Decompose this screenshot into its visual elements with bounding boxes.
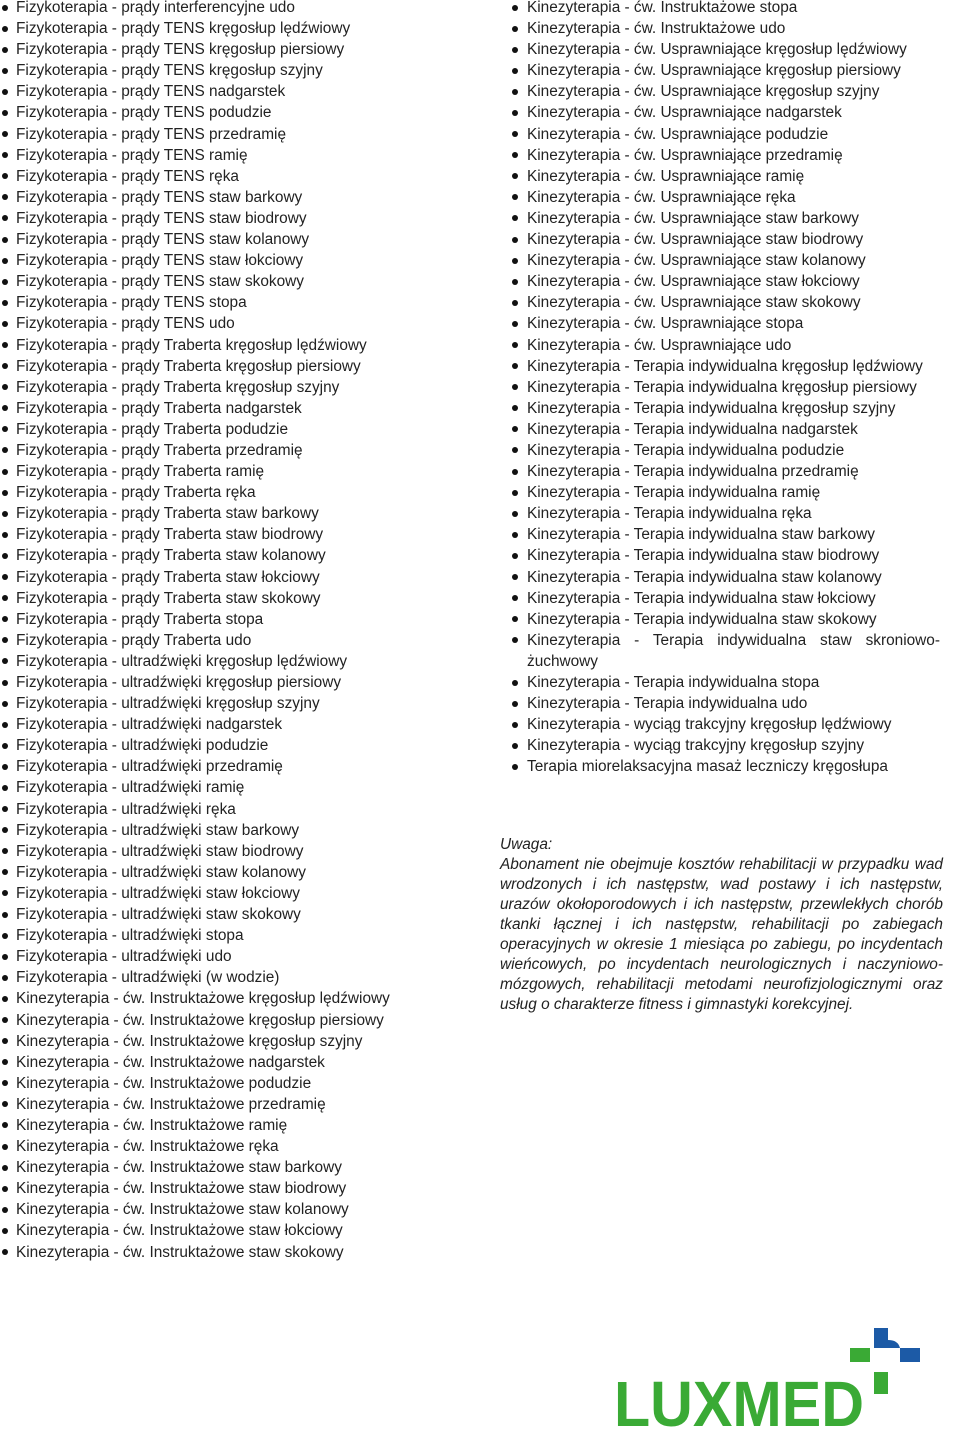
note-block — [500, 835, 943, 1015]
list-item: Kinezyterapia - ćw. Instruktażowe staw łokciowy — [0, 1220, 460, 1241]
list-item: Kinezyterapia - ćw. Usprawniające staw biodrowy — [500, 229, 940, 250]
list-item: Kinezyterapia - ćw. Usprawniające ramię — [500, 166, 940, 187]
list-item: Kinezyterapia - Terapia indywidualna stopa — [500, 672, 940, 693]
list-item: Fizykoterapia - ultradźwięki staw biodrowy — [0, 841, 460, 862]
list-item: Fizykoterapia - prądy TENS staw barkowy — [0, 187, 460, 208]
list-item: Kinezyterapia - ćw. Instruktażowe ręka — [0, 1136, 460, 1157]
list-item: Kinezyterapia - ćw. Instruktażowe staw barkowy — [0, 1157, 460, 1178]
list-item: Kinezyterapia - Terapia indywidualna staw skroniowo-żuchwowy — [500, 630, 940, 672]
list-item: Fizykoterapia - prądy TENS staw skokowy — [0, 271, 460, 292]
logo-text: LUXMED — [614, 1368, 864, 1432]
list-item: Fizykoterapia - ultradźwięki udo — [0, 946, 460, 967]
list-item: Kinezyterapia - Terapia indywidualna kręgosłup piersiowy — [500, 377, 940, 398]
list-item: Fizykoterapia - prądy Traberta stopa — [0, 609, 460, 630]
list-item: Fizykoterapia - prądy Traberta nadgarstek — [0, 398, 460, 419]
list-item: Fizykoterapia - prądy Traberta staw kolanowy — [0, 545, 460, 566]
list-item: Kinezyterapia - ćw. Usprawniające staw skokowy — [500, 292, 940, 313]
list-item: Kinezyterapia - wyciąg trakcyjny kręgosłup szyjny — [500, 735, 940, 756]
list-item: Fizykoterapia - prądy Traberta kręgosłup lędźwiowy — [0, 335, 460, 356]
list-item: Fizykoterapia - prądy Traberta kręgosłup szyjny — [0, 377, 460, 398]
list-item: Fizykoterapia - prądy Traberta kręgosłup piersiowy — [0, 356, 460, 377]
list-item: Kinezyterapia - Terapia indywidualna nadgarstek — [500, 419, 940, 440]
list-item: Kinezyterapia - ćw. Usprawniające ręka — [500, 187, 940, 208]
list-item: Fizykoterapia - ultradźwięki ręka — [0, 799, 460, 820]
list-item: Fizykoterapia - prądy interferencyjne udo — [0, 0, 460, 18]
list-item: Fizykoterapia - prądy TENS nadgarstek — [0, 81, 460, 102]
list-item: Fizykoterapia - prądy TENS ramię — [0, 145, 460, 166]
right-column-list — [500, 0, 940, 777]
list-item: Fizykoterapia - ultradźwięki nadgarstek — [0, 714, 460, 735]
list-item: Kinezyterapia - Terapia indywidualna staw łokciowy — [500, 588, 940, 609]
list-item: Fizykoterapia - ultradźwięki ramię — [0, 777, 460, 798]
list-item: Kinezyterapia - ćw. Instruktażowe przedramię — [0, 1094, 460, 1115]
list-item: Kinezyterapia - Terapia indywidualna staw kolanowy — [500, 567, 940, 588]
list-item: Fizykoterapia - prądy Traberta podudzie — [0, 419, 460, 440]
note-title: Uwaga: — [500, 836, 553, 853]
list-item: Kinezyterapia - ćw. Usprawniające podudzie — [500, 124, 940, 145]
list-item: Kinezyterapia - Terapia indywidualna udo — [500, 693, 940, 714]
left-column-list — [0, 0, 460, 1263]
list-item: Fizykoterapia - prądy TENS przedramię — [0, 124, 460, 145]
list-item: Kinezyterapia - Terapia indywidualna przedramię — [500, 461, 940, 482]
list-item: Kinezyterapia - ćw. Usprawniające udo — [500, 335, 940, 356]
list-item: Fizykoterapia - prądy Traberta ręka — [0, 482, 460, 503]
list-item: Kinezyterapia - Terapia indywidualna podudzie — [500, 440, 940, 461]
list-item: Kinezyterapia - ćw. Usprawniające staw kolanowy — [500, 250, 940, 271]
list-item: Fizykoterapia - prądy Traberta udo — [0, 630, 460, 651]
list-item: Fizykoterapia - prądy Traberta staw skokowy — [0, 588, 460, 609]
list-item: Fizykoterapia - prądy TENS udo — [0, 313, 460, 334]
note-text: Abonament nie obejmuje kosztów rehabilitacji w przypadku wad wrodzonych i ich następstw, wad postawy i ich następstw, urazów okołoporodowych i ich następstw, przewlekłych chorób tkanki łącznej i ich następstw, rehabilitacji po zabiegach operacyjnych w okresie 1 miesiąca po zabiegu, po incydentach wieńcowych, po incydentach neurologicznych i naczyniowo-mózgowych, rehabilitacji metodami neurofizjologicznymi oraz usług o charakterze fitness i gimnastyki korekcyjnej. — [500, 856, 943, 1013]
list-item: Kinezyterapia - Terapia indywidualna staw biodrowy — [500, 545, 940, 566]
list-item: Kinezyterapia - Terapia indywidualna staw barkowy — [500, 524, 940, 545]
list-item: Fizykoterapia - prądy TENS kręgosłup piersiowy — [0, 39, 460, 60]
list-item: Fizykoterapia - prądy TENS staw łokciowy — [0, 250, 460, 271]
list-item: Kinezyterapia - ćw. Usprawniające kręgosłup lędźwiowy — [500, 39, 940, 60]
list-item: Fizykoterapia - prądy TENS kręgosłup lędźwiowy — [0, 18, 460, 39]
list-item: Kinezyterapia - ćw. Instruktażowe staw biodrowy — [0, 1178, 460, 1199]
list-item: Kinezyterapia - ćw. Usprawniające kręgosłup piersiowy — [500, 60, 940, 81]
list-item: Kinezyterapia - ćw. Usprawniające kręgosłup szyjny — [500, 81, 940, 102]
list-item: Kinezyterapia - ćw. Usprawniające staw barkowy — [500, 208, 940, 229]
list-item: Kinezyterapia - Terapia indywidualna ramię — [500, 482, 940, 503]
list-item: Kinezyterapia - ćw. Instruktażowe staw skokowy — [0, 1242, 460, 1263]
list-item: Kinezyterapia - ćw. Instruktażowe kręgosłup szyjny — [0, 1031, 460, 1052]
list-item: Fizykoterapia - prądy Traberta staw łokciowy — [0, 567, 460, 588]
list-item: Fizykoterapia - ultradźwięki stopa — [0, 925, 460, 946]
list-item: Fizykoterapia - ultradźwięki staw kolanowy — [0, 862, 460, 883]
list-item: Kinezyterapia - Terapia indywidualna kręgosłup lędźwiowy — [500, 356, 940, 377]
list-item: Fizykoterapia - ultradźwięki staw łokciowy — [0, 883, 460, 904]
luxmed-logo — [612, 1322, 924, 1432]
list-item: Fizykoterapia - prądy Traberta przedramię — [0, 440, 460, 461]
list-item: Kinezyterapia - ćw. Instruktażowe kręgosłup lędźwiowy — [0, 988, 460, 1009]
list-item: Fizykoterapia - prądy Traberta staw barkowy — [0, 503, 460, 524]
list-item: Fizykoterapia - ultradźwięki kręgosłup szyjny — [0, 693, 460, 714]
list-item: Kinezyterapia - Terapia indywidualna ręka — [500, 503, 940, 524]
list-item: Fizykoterapia - ultradźwięki (w wodzie) — [0, 967, 460, 988]
list-item: Kinezyterapia - ćw. Instruktażowe nadgarstek — [0, 1052, 460, 1073]
list-item: Fizykoterapia - prądy TENS staw biodrowy — [0, 208, 460, 229]
list-item: Fizykoterapia - prądy TENS staw kolanowy — [0, 229, 460, 250]
list-item: Kinezyterapia - Terapia indywidualna kręgosłup szyjny — [500, 398, 940, 419]
list-item: Kinezyterapia - Terapia indywidualna staw skokowy — [500, 609, 940, 630]
list-item: Kinezyterapia - ćw. Instruktażowe kręgosłup piersiowy — [0, 1010, 460, 1031]
list-item: Kinezyterapia - ćw. Usprawniające stopa — [500, 313, 940, 334]
list-item: Kinezyterapia - ćw. Instruktażowe podudzie — [0, 1073, 460, 1094]
list-item: Kinezyterapia - ćw. Usprawniające przedramię — [500, 145, 940, 166]
list-item: Fizykoterapia - ultradźwięki staw skokowy — [0, 904, 460, 925]
list-item: Kinezyterapia - ćw. Usprawniające staw łokciowy — [500, 271, 940, 292]
list-item: Fizykoterapia - ultradźwięki kręgosłup piersiowy — [0, 672, 460, 693]
list-item: Fizykoterapia - prądy TENS kręgosłup szyjny — [0, 60, 460, 81]
list-item: Kinezyterapia - wyciąg trakcyjny kręgosłup lędźwiowy — [500, 714, 940, 735]
list-item: Fizykoterapia - prądy Traberta staw biodrowy — [0, 524, 460, 545]
list-item: Kinezyterapia - ćw. Instruktażowe staw kolanowy — [0, 1199, 460, 1220]
list-item: Fizykoterapia - ultradźwięki przedramię — [0, 756, 460, 777]
list-item: Kinezyterapia - ćw. Usprawniające nadgarstek — [500, 102, 940, 123]
list-item: Fizykoterapia - prądy TENS stopa — [0, 292, 460, 313]
list-item: Fizykoterapia - ultradźwięki staw barkowy — [0, 820, 460, 841]
list-item: Kinezyterapia - ćw. Instruktażowe udo — [500, 18, 940, 39]
list-item: Fizykoterapia - ultradźwięki kręgosłup lędźwiowy — [0, 651, 460, 672]
list-item: Kinezyterapia - ćw. Instruktażowe ramię — [0, 1115, 460, 1136]
list-item: Terapia miorelaksacyjna masaż leczniczy kręgosłupa — [500, 756, 940, 777]
list-item: Fizykoterapia - prądy TENS ręka — [0, 166, 460, 187]
list-item: Kinezyterapia - ćw. Instruktażowe stopa — [500, 0, 940, 18]
list-item: Fizykoterapia - ultradźwięki podudzie — [0, 735, 460, 756]
list-item: Fizykoterapia - prądy TENS podudzie — [0, 102, 460, 123]
list-item: Fizykoterapia - prądy Traberta ramię — [0, 461, 460, 482]
